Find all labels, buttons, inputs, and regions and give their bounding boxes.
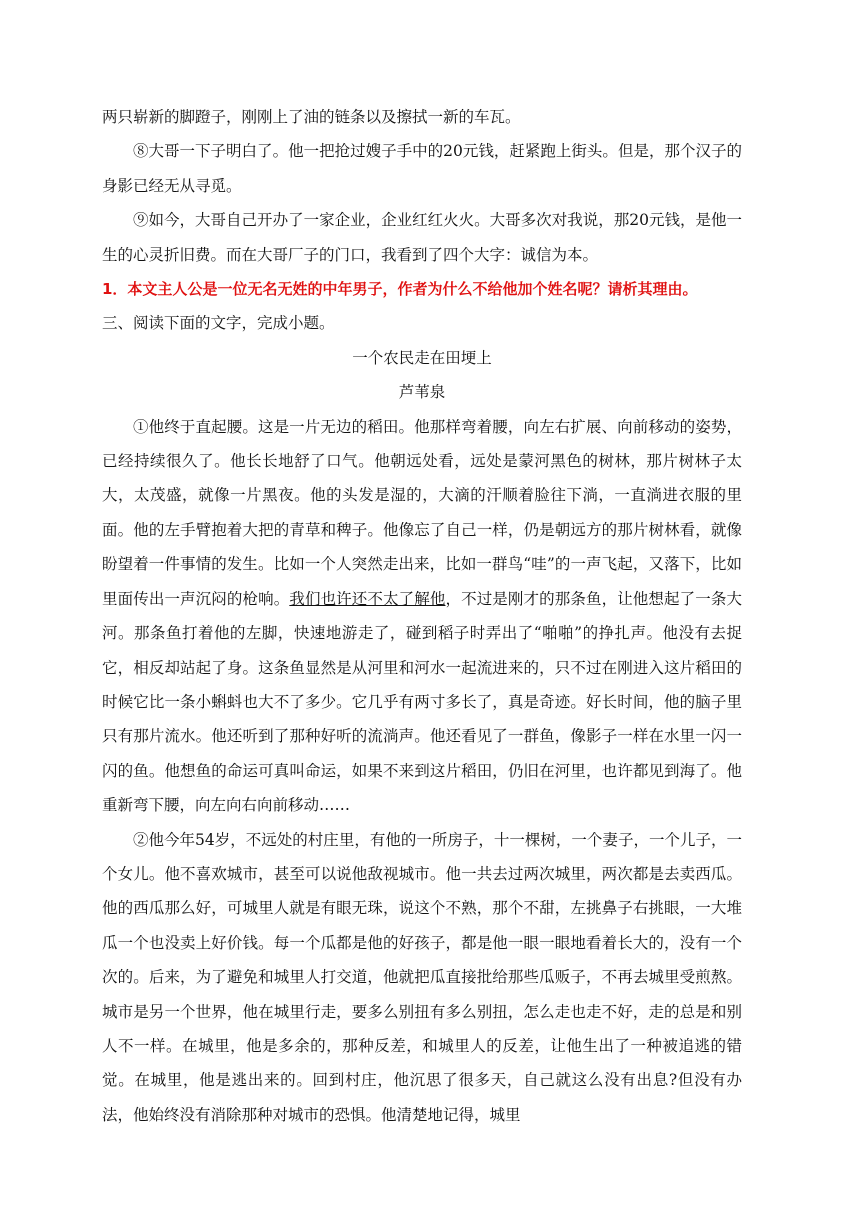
- paragraph-9: ⑨如今，大哥自己开办了一家企业，企业红红火火。大哥多次对我说，那20元钱，是他一生的心灵折旧费。而在大哥厂子的门口，我看到了四个大字：诚信为本。: [102, 211, 742, 264]
- article-title: 一个农民走在田埂上: [352, 348, 492, 367]
- question-1: 1．本文主人公是一位无名无姓的中年男子，作者为什么不给他加个姓名呢？请析其理由。: [102, 280, 698, 299]
- paragraph-1-part-a: ①他终于直起腰。这是一片无边的稻田。他那样弯着腰，向左右扩展、向前移动的姿势，已经持续很久了。他长长地舒了口气。他朝远处看，远处是蒙河黑色的树林，那片树林子太大，太茂盛，就像一片黑夜。他的头发是湿的，大滴的汗顺着脸往下淌，一直淌进衣服的里面。他的左手臂抱着大把的青草和稗子。他像忘了自己一样，仍是朝远方的那片树林看，就像盼望着一件事情的发生。比如一个人突然走出来，比如一群鸟“哇”的一声飞起，又落下，比如里面传出一声沉闷的枪响。: [102, 417, 742, 608]
- paragraph-8: ⑧大哥一下子明白了。他一把抢过嫂子手中的20元钱，赶紧跑上街头。但是，那个汉子的身影已经无从寻觅。: [102, 142, 742, 195]
- article-author: 芦苇泉: [398, 383, 446, 402]
- underlined-sentence: 我们也许还不太了解他: [289, 589, 446, 608]
- paragraph-1: [102, 410, 742, 823]
- section-heading: 三、阅读下面的文字，完成小题。: [102, 314, 335, 333]
- document-page: [102, 100, 742, 1132]
- paragraph-1-part-b: ，不过是刚才的那条鱼，让他想起了一条大河。那条鱼打着他的左脚，快速地游走了，碰到稻子时弄出了“啪啪”的挣扎声。他没有去捉它，相反却站起了身。这条鱼显然是从河里和河水一起流进来的，只不过在刚进入这片稻田的时候它比一条小蝌蚪也大不了多少。它几乎有两寸多长了，真是奇迹。好长时间，他的脑子里只有那片流水。他还听到了那种好听的流淌声。他还看见了一群鱼，像影子一样在水里一闪一闪的鱼。他想鱼的命运可真叫命运，如果不来到这片稻田，仍旧在河里，也许都见到海了。他重新弯下腰，向左向右向前移动……: [102, 589, 742, 815]
- paragraph-continued: 两只崭新的脚蹬子，刚刚上了油的链条以及擦拭一新的车瓦。: [102, 108, 521, 126]
- paragraph-2: ②他今年54岁，不远处的村庄里，有他的一所房子，十一棵树，一个妻子，一个儿子，一个女儿。他不喜欢城市，甚至可以说他敌视城市。他一共去过两次城里，两次都是去卖西瓜。他的西瓜那么好，可城里人就是有眼无珠，说这个不熟，那个不甜，左挑鼻子右挑眼，一大堆瓜一个也没卖上好价钱。每一个瓜都是他的好孩子，都是他一眼一眼地看着长大的，没有一个次的。后来，为了避免和城里人打交道，他就把瓜直接批给那些瓜贩子，不再去城里受煎熬。城市是另一个世界，他在城里行走，要多么别扭有多么别扭，怎么走也走不好，走的总是和别人不一样。在城里，他是多余的，那种反差，和城里人的反差，让他生出了一种被追逃的错觉。在城里，他是逃出来的。回到村庄，他沉思了很多天，自己就这么没有出息?但没有办法，他始终没有消除那种对城市的恐惧。他清楚地记得，城里: [102, 830, 742, 1124]
